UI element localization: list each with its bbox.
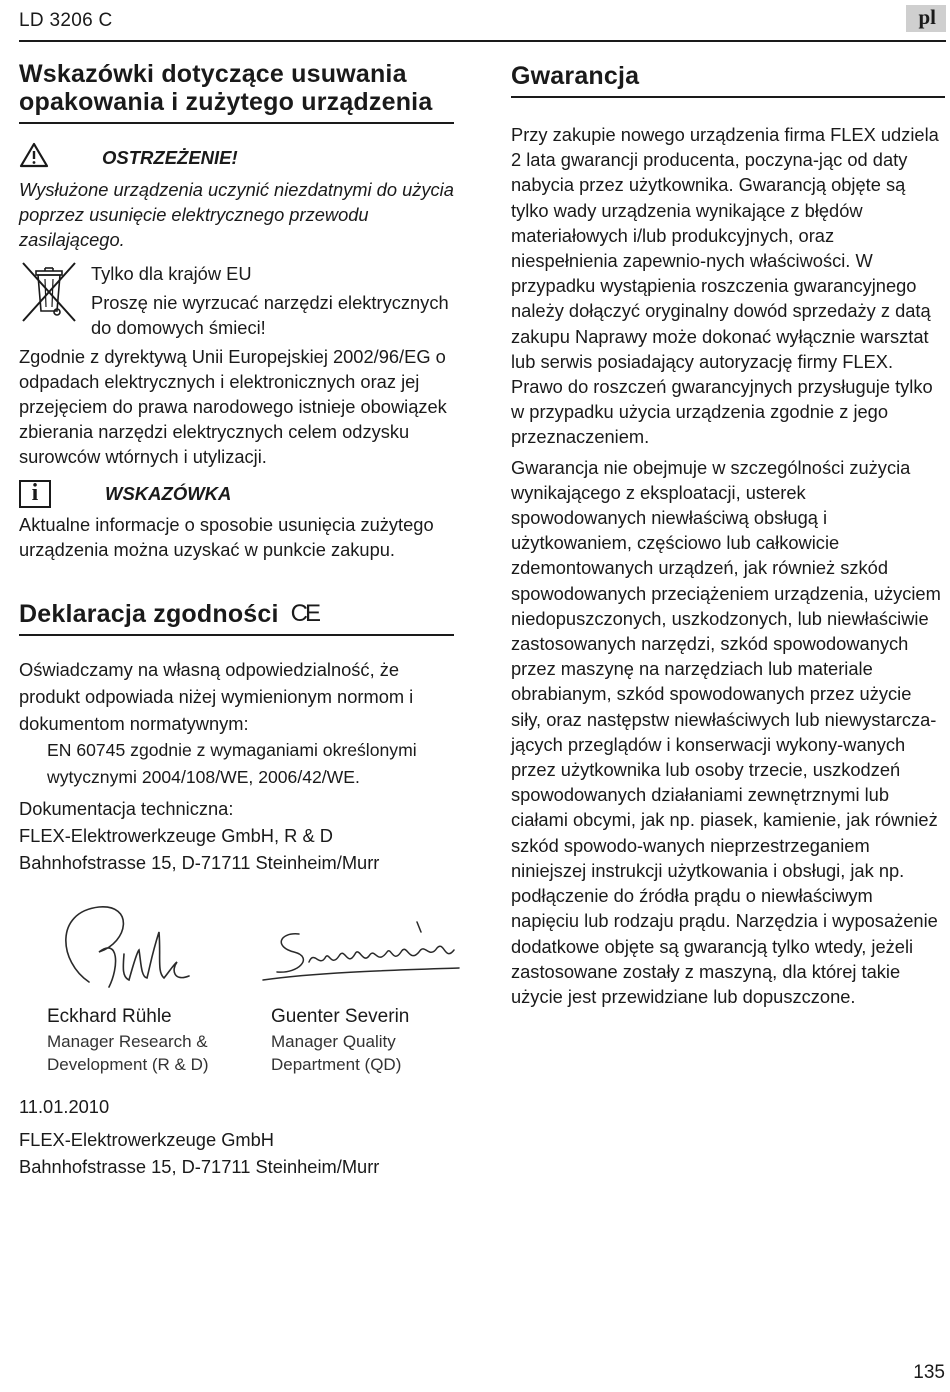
signer-1-role-line1: Manager Research & (47, 1032, 208, 1052)
left-column (19, 60, 454, 1180)
tech-doc-address: Bahnhofstrasse 15, D-71711 Steinheim/Murr (19, 852, 380, 874)
declaration-date: 11.01.2010 (19, 1096, 110, 1118)
note-text: Aktualne informacje o sposobie usunięcia zużytego urządzenia można uzyskać w punkcie zakupu. (19, 513, 434, 560)
standard-text: EN 60745 zgodnie z wymaganiami określonymi wytycznymi 2004/108/WE, 2006/42/WE. (47, 740, 417, 788)
eu-disposal-text: Proszę nie wyrzucać narzędzi elektrycznych do domowych śmieci! (91, 291, 449, 338)
warning-triangle-icon (19, 142, 49, 173)
declaration-section (19, 600, 454, 1180)
note-label: WSKAZÓWKA (105, 482, 232, 504)
signer-2-name: Guenter Severin (271, 1006, 410, 1028)
right-column (511, 60, 945, 1009)
tech-doc-company: FLEX-Elektrowerkzeuge GmbH, R & D (19, 825, 333, 847)
disposal-section (19, 60, 454, 562)
signature-area (19, 882, 454, 1097)
signature-severin-image (259, 912, 469, 992)
eu-only-text: Tylko dla krajów EU (91, 262, 252, 284)
warranty-title: Gwarancja (511, 60, 945, 98)
signer-2-role-line2: Department (QD) (271, 1055, 402, 1075)
standard-block (19, 737, 454, 791)
warning-label: OSTRZEŻENIE! (102, 146, 238, 168)
signer-2-role-line1: Manager Quality (271, 1032, 396, 1052)
weee-row (19, 261, 454, 340)
warning-text: Wysłużone urządzenia uczynić niezdatnymi do użycia poprzez usunięcie elektrycznego przewodu zasilającego. (19, 179, 454, 251)
warranty-section (511, 60, 945, 1009)
header-rule (19, 40, 946, 42)
company-address: Bahnhofstrasse 15, D-71711 Steinheim/Murr (19, 1156, 380, 1178)
warning-row (19, 142, 454, 173)
declaration-intro: Oświadczamy na własną odpowiedzialność, że produkt odpowiada niżej wymienionym normom i dokumentom normatywnym: (19, 659, 414, 735)
declaration-title-row (19, 600, 454, 636)
ce-mark-icon: CE (290, 600, 318, 628)
page-number: 135 (913, 1362, 945, 1383)
model-header: LD 3206 C (19, 10, 113, 31)
note-row (19, 480, 454, 508)
declaration-title: Deklaracja zgodności (19, 600, 279, 629)
disposal-title: Wskazówki dotyczące usuwania opakowania i zużytego urządzenia (19, 60, 454, 124)
signature-ruhle-image (49, 892, 229, 1002)
signer-2 (271, 1004, 409, 1076)
warranty-paragraph-2: Gwarancja nie obejmuje w szczególności zużycia wynikającego z eksploatacji, usterek spowodowanych niewłaściwą obsługą i użytkowaniem, częściowo lub całkowicie zdemontowanych urządzeń, jak również szkód spowodowanych przeciążeniem urządzenia, użyciem niedopuszczonych, uszkodzonych, lub niewłaściwie zastosowanych narzędzi, szkód spowodowanych przez maszynę na narzędziach lub materiale obrabianym, szkód spowodowanych przez użycie siły, oraz następstw niewłaściwych lub niewystarcza-jących przeglądów i konserwacji wykony-wanych przez użytkownika lub osoby trzecie, uszkodzeń spowodowanych działaniami zewnętrznymi lub ciałami obcymi, jak np. piasek, kamienie, jak również szkód spowodo-wanych nieprzestrzeganiem niniejszej instrukcji użytkowania i obsługi, jak np. podłączenie do źródła prądu o niewłaściwym napięciu lub rodzaju prądu. Narzędzia i wyposażenie dodatkowe objęte są gwarancją tylko wtedy, jeżeli zastosowane zostały z maszyną, dla której takie użycie jest przewidziane lub dopuszczone. (511, 456, 941, 1007)
warranty-paragraph-1: Przy zakupie nowego urządzenia firma FLEX udziela 2 lata gwarancji producenta, poczyna-jąc od daty nabycia przez użytkownika. Gwarancją objęte są tylko wady urządzenia wynikające z błędów materiałowych i/lub produkcyjnych, oraz niespełnienia zapewnio-nych właściwości. W przypadku wystąpienia roszczenia gwarancyjnego należy dołączyć oryginalny dowód sprzedaży z datą zakupu Naprawy może dokonać wyłącznie warsztat lub serwis posiadający autoryzację firmy FLEX. Prawo do roszczeń gwarancyjnych przysługuje tylko w przypadku użycia urządzenia zgodnie z jego przeznaczeniem. (511, 124, 939, 448)
directive-text: Zgodnie z dyrektywą Unii Europejskiej 2002/96/EG o odpadach elektrycznych i elektronicznych oraz jej przejęciem do prawa narodowego istnieje obowiązek zbierania narzędzi elektrycznych celem odzysku surowców wtórnych i utylizacji. (19, 345, 447, 468)
company-name: FLEX-Elektrowerkzeuge GmbH (19, 1129, 275, 1151)
info-icon: i (19, 480, 51, 508)
signer-1 (47, 1004, 209, 1076)
tech-doc-label: Dokumentacja techniczna: (19, 798, 234, 820)
signer-1-name: Eckhard Rühle (47, 1006, 172, 1028)
signer-1-role-line2: Development (R & D) (47, 1055, 209, 1075)
language-badge: pl (906, 5, 946, 32)
crossed-bin-icon (19, 261, 79, 340)
